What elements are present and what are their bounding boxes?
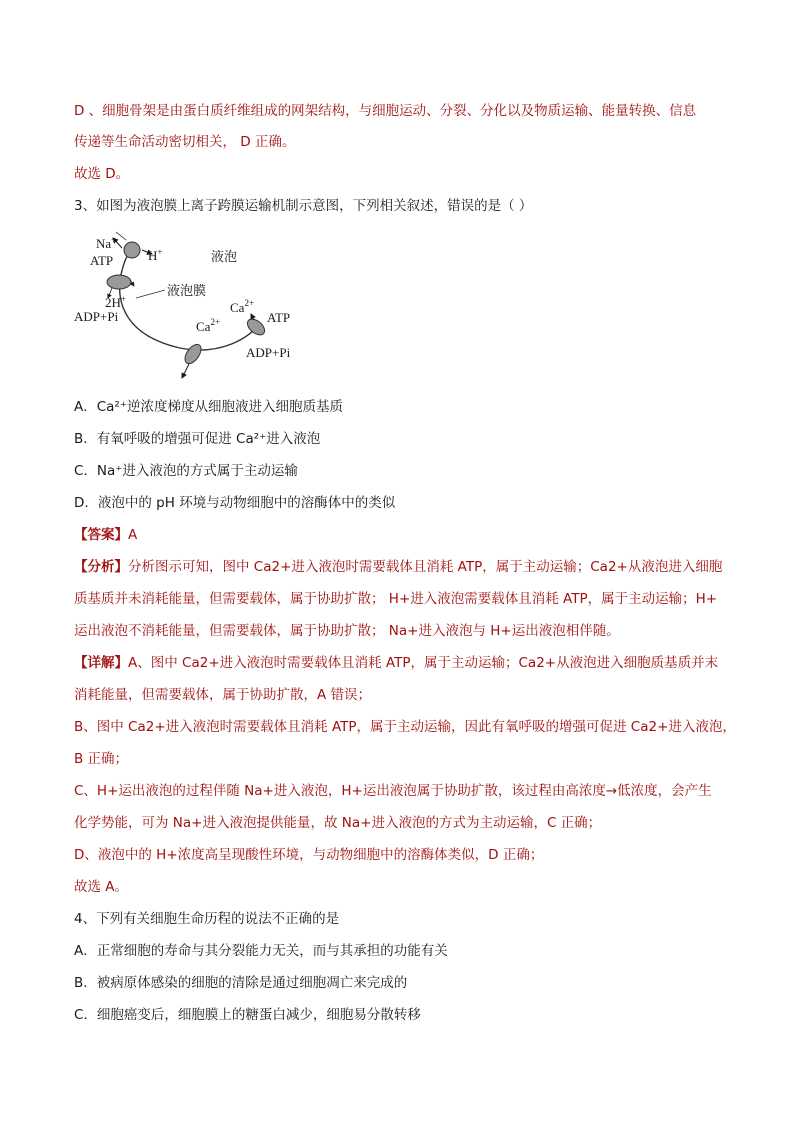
q4-option-c: C．细胞癌变后，细胞膜上的糖蛋白减少，细胞易分散转移 bbox=[74, 1007, 421, 1023]
vacuole-membrane-diagram bbox=[70, 228, 320, 388]
atp-label-1: ATP bbox=[90, 253, 114, 268]
adp-label-2: ADP+Pi bbox=[246, 345, 291, 360]
ca-channel bbox=[182, 342, 204, 367]
explanation-line: 化学势能，可为 Na+进入液泡提供能量，故 Na+进入液泡的方式为主动运输，C 正确； bbox=[74, 815, 602, 831]
explanation-line: 消耗能量，但需要载体，属于协助扩散，A 错误； bbox=[74, 687, 372, 703]
h-label: H+ bbox=[148, 247, 163, 263]
label-pointer bbox=[136, 290, 165, 298]
na-h-carrier bbox=[124, 242, 140, 258]
q4-option-b: B．被病原体感染的细胞的清除是通过细胞凋亡来完成的 bbox=[74, 975, 408, 991]
2h-label: 2H+ bbox=[105, 294, 126, 310]
h-pump bbox=[107, 275, 131, 289]
explanation-tag: 【详解】 bbox=[74, 655, 128, 671]
explanation-text: A、图中 Ca2+进入液泡时需要载体且消耗 ATP，属于主动运输；Ca2+从液泡进入细胞质基质并末 bbox=[128, 655, 719, 671]
analysis-line bbox=[74, 557, 722, 577]
analysis-text: 分析图示可知，图中 Ca2+进入液泡时需要载体且消耗 ATP，属于主动运输；Ca2+从液泡进入细胞 bbox=[128, 559, 723, 575]
explanation-line: C、H+运出液泡的过程伴随 Na+进入液泡，H+运出液泡属于协助扩散，该过程由高浓度→低浓度，会产生 bbox=[74, 783, 712, 799]
explanation-line: B 正确； bbox=[74, 751, 129, 767]
na-label: Na+ bbox=[96, 235, 117, 251]
ca-label-2: $Ca^{2+}$ bbox=[196, 317, 221, 334]
question-4: 4、下列有关细胞生命历程的说法不正确的是 bbox=[74, 911, 340, 927]
text-line: 传递等生命活动密切相关， D 正确。 bbox=[74, 134, 296, 150]
q4-option-a: A．正常细胞的寿命与其分裂能力无关，而与其承担的功能有关 bbox=[74, 943, 448, 959]
ca-out-arrow bbox=[182, 364, 189, 378]
na-in-arrow bbox=[116, 232, 126, 240]
vacuole-label: 液泡 bbox=[211, 250, 238, 265]
answer-line bbox=[74, 525, 137, 545]
option-d: D．液泡中的 pH 环境与动物细胞中的溶酶体中的类似 bbox=[74, 495, 396, 511]
explanation-line: 故选 A。 bbox=[74, 879, 129, 895]
explanation-line: D、液泡中的 H+浓度高呈现酸性环境，与动物细胞中的溶酶体类似，D 正确； bbox=[74, 847, 544, 863]
explanation-line bbox=[74, 653, 718, 673]
analysis-tag: 【分析】 bbox=[74, 559, 128, 575]
question-3: 3、如图为液泡膜上离子跨膜运输机制示意图，下列相关叙述，错误的是（ ） bbox=[74, 198, 533, 214]
text-line: D 、细胞骨架是由蛋白质纤维组成的网架结构，与细胞运动、分裂、分化以及物质运输、能量转换、信息 bbox=[74, 103, 697, 119]
atp-label-2: ATP bbox=[267, 310, 291, 325]
answer-tag: 【答案】 bbox=[74, 527, 128, 543]
membrane-label: 液泡膜 bbox=[167, 284, 207, 299]
analysis-line: 运出液泡不消耗能量，但需要载体，属于协助扩散； Na+进入液泡与 H+运出液泡相伴随。 bbox=[74, 623, 620, 639]
explanation-line: B、图中 Ca2+进入液泡时需要载体且消耗 ATP，属于主动运输，因此有氧呼吸的增强可促进 Ca2+进入液泡， bbox=[74, 719, 736, 735]
analysis-line: 质基质并未消耗能量，但需要载体，属于协助扩散； H+进入液泡需要载体且消耗 ATP，属于主动运输；H+ bbox=[74, 591, 718, 607]
text-line: 故选 D。 bbox=[74, 166, 130, 182]
option-b: B．有氧呼吸的增强可促进 Ca²⁺进入液泡 bbox=[74, 431, 321, 447]
ca-label-1: $Ca^{2+}$ bbox=[230, 298, 255, 315]
option-c: C．Na⁺进入液泡的方式属于主动运输 bbox=[74, 463, 298, 479]
option-a: A．Ca²⁺逆浓度梯度从细胞液进入细胞质基质 bbox=[74, 399, 343, 415]
answer-value: A bbox=[128, 527, 138, 543]
adp-label-1: ADP+Pi bbox=[74, 309, 119, 324]
